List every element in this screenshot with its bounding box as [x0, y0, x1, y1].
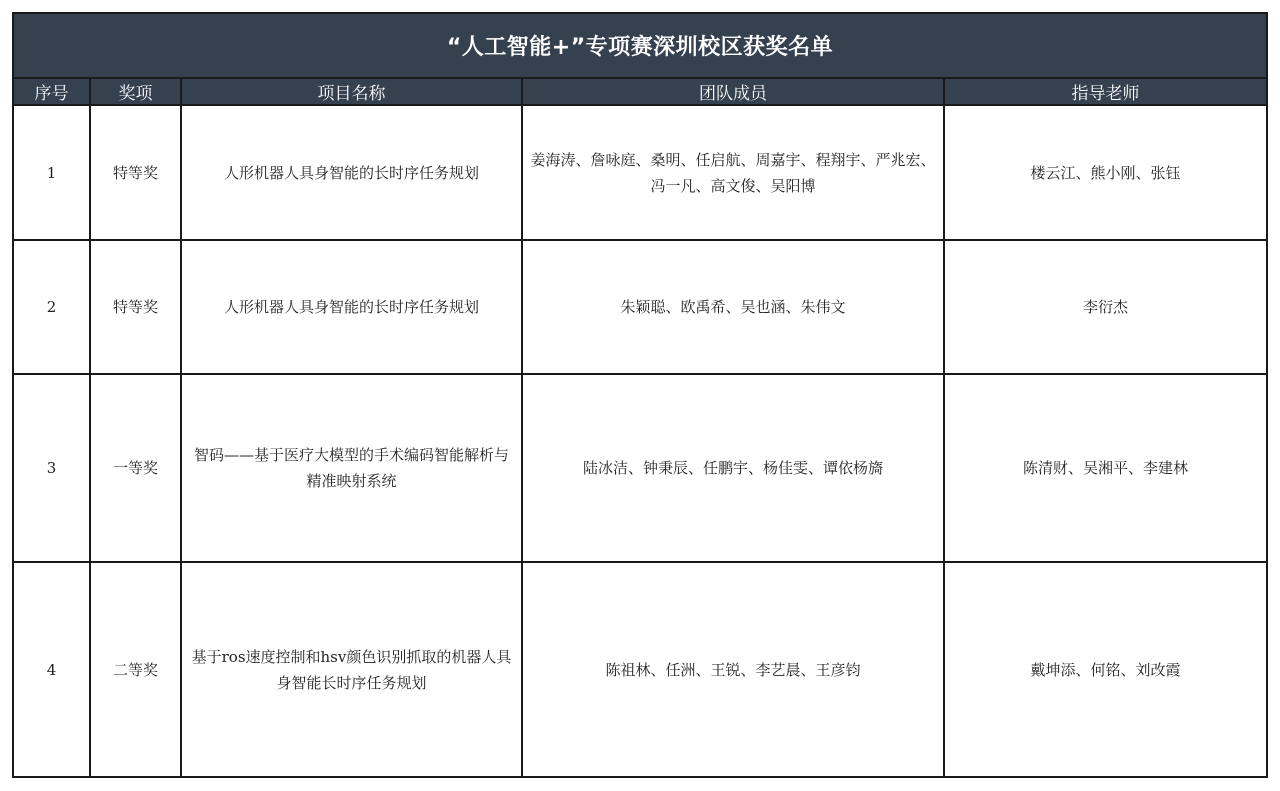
table-header-row	[14, 79, 1266, 105]
row-advisors: 陈清财、吴湘平、李建林	[944, 374, 1266, 562]
table-row	[14, 240, 1266, 374]
row-award: 二等奖	[90, 562, 181, 777]
row-index: 3	[14, 374, 90, 562]
awards-table	[14, 79, 1266, 777]
table-row	[14, 105, 1266, 240]
row-members: 陈祖林、任洲、王锐、李艺晨、王彦钧	[522, 562, 944, 777]
column-header-members: 团队成员	[522, 79, 944, 105]
row-members: 陆冰洁、钟秉辰、任鹏宇、杨佳雯、谭依杨旖	[522, 374, 944, 562]
row-members: 姜海涛、詹咏庭、桑明、任启航、周嘉宇、程翔宇、严兆宏、冯一凡、高文俊、吴阳博	[522, 105, 944, 240]
row-advisors: 楼云江、熊小刚、张钰	[944, 105, 1266, 240]
row-index: 2	[14, 240, 90, 374]
column-header-award: 奖项	[90, 79, 181, 105]
column-header-index: 序号	[14, 79, 90, 105]
row-award: 一等奖	[90, 374, 181, 562]
column-header-advisors: 指导老师	[944, 79, 1266, 105]
row-award: 特等奖	[90, 240, 181, 374]
document-title: “人工智能+”专项赛深圳校区获奖名单	[14, 14, 1266, 79]
row-advisors: 戴坤添、何铭、刘改霞	[944, 562, 1266, 777]
award-list-sheet	[12, 12, 1268, 778]
table-row	[14, 374, 1266, 562]
row-index: 4	[14, 562, 90, 777]
row-project: 人形机器人具身智能的长时序任务规划	[181, 240, 522, 374]
row-project: 智码——基于医疗大模型的手术编码智能解析与精准映射系统	[181, 374, 522, 562]
row-project: 人形机器人具身智能的长时序任务规划	[181, 105, 522, 240]
row-project: 基于ros速度控制和hsv颜色识别抓取的机器人具身智能长时序任务规划	[181, 562, 522, 777]
row-award: 特等奖	[90, 105, 181, 240]
row-members: 朱颖聪、欧禹希、吴也涵、朱伟文	[522, 240, 944, 374]
row-advisors: 李衍杰	[944, 240, 1266, 374]
table-row	[14, 562, 1266, 777]
row-index: 1	[46, 163, 57, 182]
column-header-project: 项目名称	[181, 79, 522, 105]
